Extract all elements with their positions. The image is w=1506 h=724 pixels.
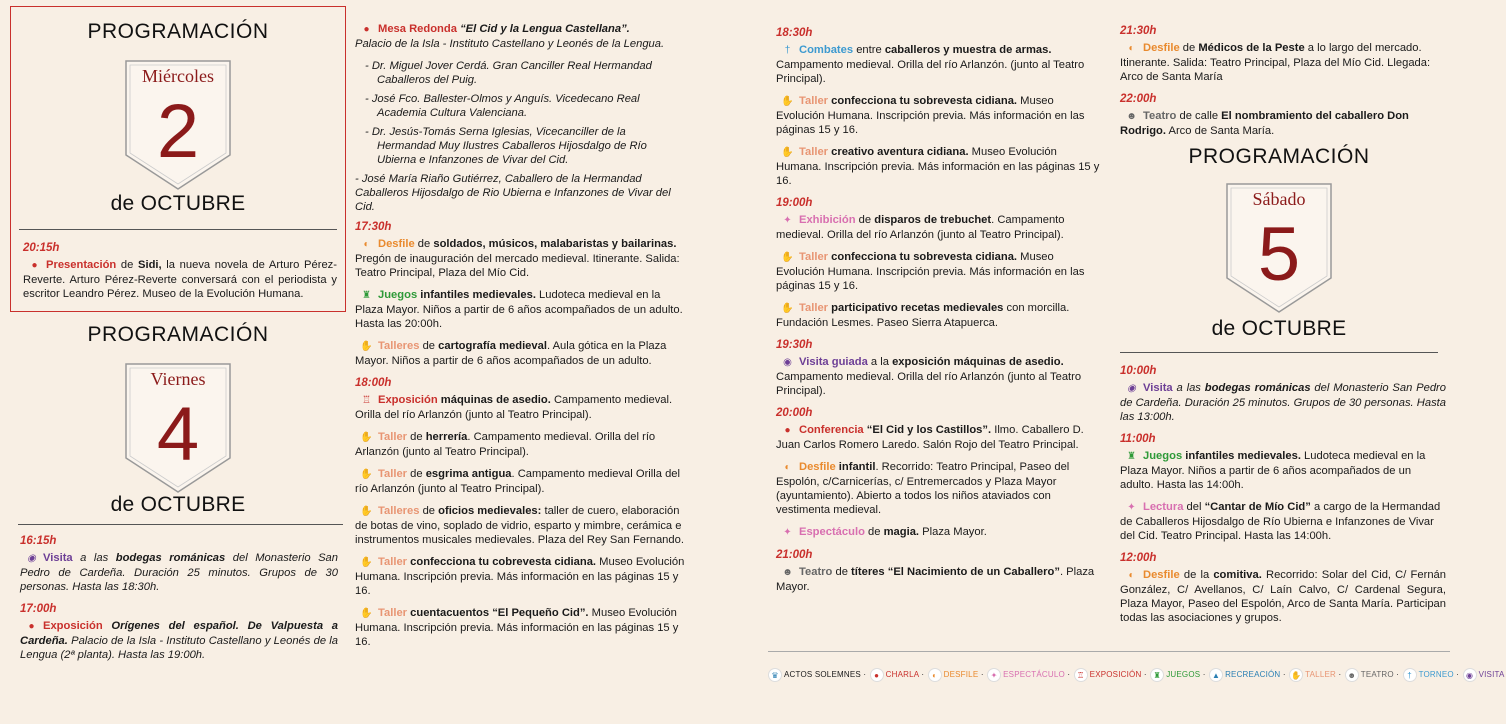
event-text: de calle: [1176, 110, 1222, 122]
eye-icon: ◉: [783, 357, 792, 368]
legend-label: EXPOSICIÓN: [1089, 670, 1142, 680]
event-title: participativo recetas medievales: [828, 302, 1004, 314]
event-text: a las: [1172, 382, 1205, 394]
time-label: 18:30h: [776, 27, 813, 39]
event-title: esgrima antigua: [425, 468, 512, 480]
mask-icon: ☻: [782, 567, 793, 578]
event-item: [355, 606, 685, 649]
panelist: - Dr. Jesús-Tomás Serna Iglesias, Vicecanciller de la Hermandad Muy Ilustres Caballeros Hijosdalgo de Río Ubierna e Infanzones de Vivar del Cid.: [365, 126, 647, 166]
hand-icon: ✋: [360, 469, 373, 480]
programacion-title: PROGRAMACIÓN: [87, 323, 269, 346]
tent-icon: ▲: [1209, 668, 1223, 682]
time-label: 17:00h: [20, 603, 57, 615]
event-text: a cargo de la Hermandad de Caballeros Hijosdalgo de Río Ubierna e Infanzones de Vivar del Cid. Teatro Principal. Hasta las 14:00h.: [1120, 501, 1441, 542]
shield-day: Miércoles: [142, 66, 214, 86]
legend-separator: ·: [1282, 670, 1286, 680]
event-category: Taller: [799, 251, 829, 263]
legend-label: TALLER: [1305, 670, 1336, 680]
legend: [768, 651, 1505, 682]
legend-item: [1209, 668, 1286, 682]
time-label: 19:00h: [776, 197, 813, 209]
event-category: Teatro: [1143, 110, 1177, 122]
event-item: [20, 619, 338, 662]
speech-bubble-icon: ●: [784, 425, 791, 436]
event-text: del Monasterio San Pedro de Cardeña. Duración 25 minutos. Grupos de 30 personas. Hasta las 18:30h.: [20, 552, 338, 593]
event-title: bodegas románicas: [1204, 382, 1311, 394]
event-category: Visita: [1143, 382, 1173, 394]
shield-number: 5: [1257, 212, 1301, 297]
hand-icon: ✋: [360, 608, 373, 619]
pawn-icon: ♜: [1127, 451, 1136, 462]
event-title: infantil: [835, 461, 876, 473]
panelist: - José María Riaño Gutiérrez, Caballero de la Hermandad Caballeros Hijosdalgo de Rio Ubierna e Infanzones de Vivar del Cid.: [355, 173, 671, 213]
event-text: Palacio de la Isla - Instituto Castellano y Leonés de la Lengua (2ª planta). Hasta las 19:00h.: [20, 635, 338, 661]
fan-icon: ◐: [1128, 570, 1135, 581]
hand-icon: ✋: [781, 252, 794, 263]
event-item: [355, 22, 685, 51]
event-item: [776, 460, 1101, 517]
event-item: [355, 555, 685, 598]
event-item: [20, 551, 338, 594]
event-item: [355, 288, 685, 331]
event-text: Museo Evolución Humana. Inscripción previa. Más información en las páginas 15 y 16.: [355, 556, 685, 597]
event-text: Palacio de la Isla - Instituto Castellano y Leonés de la Lengua.: [355, 38, 665, 50]
divider: [18, 524, 343, 525]
legend-item: [870, 668, 925, 682]
event-text: de: [864, 526, 884, 538]
event-text: de: [419, 340, 439, 352]
event-text: Plaza Mayor.: [919, 526, 987, 538]
hand-icon: ✋: [781, 303, 794, 314]
time-label: 16:15h: [20, 535, 57, 547]
friday-box: [10, 316, 346, 526]
event-item: [776, 94, 1101, 137]
event-text: . Campamento medieval Orilla del río Arlanzón (junto al Teatro Principal).: [355, 468, 681, 495]
event-text: . Campamento medieval. Orilla del río Arlanzón (junto al Teatro Principal).: [355, 431, 656, 458]
event-text: del: [1183, 501, 1205, 513]
date-shield: [122, 360, 234, 496]
fan-icon: ◐: [1128, 43, 1135, 54]
legend-label: RECREACIÓN: [1225, 670, 1281, 680]
event-text: de: [855, 214, 875, 226]
legend-label: CHARLA: [885, 670, 919, 680]
time-label: 20:00h: [776, 407, 813, 419]
event-title: confecciona tu sobrevesta cidiana.: [828, 251, 1018, 263]
speech-bubble-icon: ●: [31, 260, 38, 271]
eye-icon: ◉: [1127, 383, 1136, 394]
event-text: del Monasterio San Pedro de Cardeña. Duración 25 minutos. Grupos de 30 personas. Hasta las 13:00h.: [1120, 382, 1446, 423]
fan-icon: ◐: [928, 668, 942, 682]
legend-label: ESPECTÁCULO: [1003, 670, 1065, 680]
legend-label: ACTOS SOLEMNES: [784, 670, 861, 680]
hand-icon: ✋: [360, 432, 373, 443]
event-title: soldados, músicos, malabaristas y bailarinas.: [433, 238, 677, 250]
event-text: de: [407, 431, 426, 443]
event-item: [1120, 449, 1446, 492]
event-item: [776, 250, 1101, 293]
sword-icon: †: [1403, 668, 1417, 682]
juggle-icon: ✦: [1127, 502, 1136, 513]
event-text: a la: [867, 356, 893, 368]
panelist: - Dr. Miguel Jover Cerdá. Gran Canciller Real Hermandad Caballeros del Puig.: [365, 60, 652, 86]
divider: [19, 229, 337, 230]
castle-icon: ♖: [362, 395, 371, 406]
time-label: 19:30h: [776, 339, 813, 351]
event-text: Pregón de inauguración del mercado medieval. Itinerante. Salida: Teatro Principal, Plaza del Mío Cid.: [355, 253, 680, 279]
programacion-title: PROGRAMACIÓN: [1188, 145, 1370, 168]
event-item: [776, 43, 1101, 86]
event-category: Lectura: [1143, 501, 1184, 513]
fri-events: [20, 528, 338, 670]
legend-item: [1345, 668, 1399, 682]
event-text: Campamento medieval. Orilla del río Arlanzón (junto al Teatro Principal).: [355, 394, 673, 421]
event-item: [1120, 500, 1446, 543]
event-item: [355, 504, 685, 547]
event-text: de la: [1179, 569, 1214, 581]
event-title: confecciona tu sobrevesta cidiana.: [828, 95, 1018, 107]
column-3: [776, 26, 1101, 602]
event-category: Desfile: [378, 238, 415, 250]
event-title: Orígenes del español. De Valpuesta a Cardeña.: [20, 620, 338, 647]
speech-bubble-icon: ●: [870, 668, 884, 682]
event-category: Desfile: [1143, 42, 1180, 54]
column-4: [1120, 24, 1450, 146]
crown-icon: ♛: [768, 668, 782, 682]
programacion-title: PROGRAMACIÓN: [87, 20, 269, 43]
event-title: “Cantar de Mío Cid”: [1204, 501, 1311, 513]
event-title: creativo aventura cidiana.: [828, 146, 969, 158]
shield-day: Sábado: [1252, 189, 1306, 209]
event-category: Juegos: [1143, 450, 1183, 462]
juggle-icon: ✦: [783, 215, 792, 226]
time-label: 12:00h: [1120, 552, 1157, 564]
sat-events: [1120, 358, 1446, 633]
event-text: . Aula gótica en la Plaza Mayor. Niños a partir de 6 años acompañados de un adulto.: [355, 340, 667, 367]
time-label: 22:00h: [1120, 93, 1157, 105]
event-text: . Campamento medieval. Orilla del río Arlanzón (junto al Teatro Principal).: [776, 214, 1065, 241]
event-item: [776, 423, 1101, 452]
event-text: de: [407, 468, 426, 480]
event-text: Campamento medieval. Orilla del río Arlanzón (junto al Teatro Principal).: [776, 371, 1082, 397]
time-label: 11:00h: [1120, 433, 1156, 445]
pawn-icon: ♜: [1150, 668, 1164, 682]
event-category: Taller: [378, 556, 408, 568]
event-category: Taller: [378, 607, 408, 619]
event-text: Campamento medieval. Orilla del río Arlanzón. (junto al Teatro Principal).: [776, 59, 1085, 85]
event-text: Museo Evolución Humana. Inscripción previa. Más información en las páginas 15 y 16.: [776, 251, 1085, 292]
hand-icon: ✋: [360, 557, 373, 568]
event-category: Taller: [799, 146, 829, 158]
legend-separator: ·: [921, 670, 925, 680]
event-item: [776, 145, 1101, 188]
event-title: Sidi,: [138, 259, 162, 271]
event-title: títeres “El Nacimiento de un Caballero”: [851, 566, 1060, 578]
hand-icon: ✋: [781, 96, 794, 107]
eye-icon: ◉: [27, 553, 36, 564]
event-category: Espectáculo: [799, 526, 865, 538]
time-label: 18:00h: [355, 377, 392, 389]
event-category: Exhibición: [799, 214, 856, 226]
speech-bubble-icon: ●: [28, 621, 35, 632]
time-label: 20:15h: [23, 242, 60, 254]
event-text: . Plaza Mayor.: [776, 566, 1095, 593]
fan-icon: ◐: [784, 462, 791, 473]
event-category: Presentación: [46, 259, 117, 271]
juggle-icon: ✦: [783, 527, 792, 538]
event-title: confecciona tu cobrevesta cidiana.: [407, 556, 597, 568]
event-text: entre: [853, 44, 885, 56]
legend-item: [987, 668, 1070, 682]
legend-label: DESFILE: [943, 670, 979, 680]
legend-item: [1463, 668, 1505, 682]
legend-item: [1289, 668, 1341, 682]
legend-item: [928, 668, 984, 682]
event-text: Recorrido: Solar del Cid, C/ Fernán González, C/ Avellanos, C/ Laín Calvo, C/ Cardenal Segura, Plaza Mayor, Paseo del Espolón, Arco de Santa María. Participan todas las asociaciones y grupos.: [1120, 569, 1446, 624]
event-text: de: [419, 505, 439, 517]
event-text: la nueva novela de Arturo Pérez-Reverte. Arturo Pérez-Reverte conversará con el periodista y escritor Leandro Pérez. Museo de la Evolución Humana.: [23, 259, 337, 300]
event-text: Museo Evolución Humana. Inscripción previa. Más información en las páginas 15 y 16.: [776, 95, 1085, 136]
wed-events: [23, 235, 337, 309]
event-item: [776, 355, 1101, 398]
legend-separator: ·: [1456, 670, 1460, 680]
event-title: “El Cid y la Lengua Castellana”.: [460, 23, 630, 35]
hand-icon: ✋: [360, 506, 373, 517]
month-label: de OCTUBRE: [110, 493, 246, 516]
event-category: Visita: [43, 552, 73, 564]
event-item: [776, 301, 1101, 330]
event-title: Médicos de la Peste: [1198, 42, 1305, 54]
legend-item: [1403, 668, 1460, 682]
event-text: de: [414, 238, 434, 250]
event-title: infantiles medievales.: [417, 289, 536, 301]
event-title: caballeros y muestra de armas.: [884, 44, 1052, 56]
juggle-icon: ✦: [987, 668, 1001, 682]
event-title: oficios medievales:: [438, 505, 542, 517]
event-category: Visita guiada: [799, 356, 868, 368]
date-shield: [1223, 180, 1335, 316]
legend-label: VISITA: [1478, 670, 1505, 680]
event-text: taller de cuero, elaboración de botas de vino, soplado de vidrio, esparto y mimbre, cerámica e instrumentos musicales medievales. Plaza del Rey San Fernando.: [355, 505, 684, 546]
event-text: Ludoteca medieval en la Plaza Mayor. Niños a partir de 6 años acompañados de un adulto. Hasta las 14:00h.: [1120, 450, 1426, 491]
hand-icon: ✋: [360, 341, 373, 352]
event-category: Teatro: [799, 566, 833, 578]
event-item: [776, 213, 1101, 242]
event-title: herrería: [425, 431, 468, 443]
event-category: Conferencia: [799, 424, 864, 436]
event-text: Museo Evolución Humana. Inscripción previa. Más información en las páginas 15 y 16.: [776, 146, 1100, 187]
event-category: Juegos: [378, 289, 418, 301]
mask-icon: ☻: [1126, 111, 1137, 122]
column-2: [355, 22, 685, 657]
event-text: de: [832, 566, 852, 578]
event-title: cartografía medieval: [438, 340, 547, 352]
event-text: Ludoteca medieval en la Plaza Mayor. Niños a partir de 6 años acompañados de un adulto. Hasta las 20:00h.: [355, 289, 683, 330]
event-text: . Recorrido: Teatro Principal, Paseo del Espolón, c/Carnicerías, c/ Entremercados y Plaza Mayor (ayuntamiento). Abierto a todos los niños ataviados con vestimenta medieval.: [776, 461, 1070, 516]
legend-item: [1074, 668, 1147, 682]
wednesday-box: [10, 6, 346, 312]
event-text: de: [116, 259, 139, 271]
time-label: 21:30h: [1120, 25, 1157, 37]
event-title: bodegas románicas: [115, 552, 226, 564]
event-text: Arco de Santa María.: [1166, 125, 1275, 137]
fan-icon: ◐: [363, 239, 370, 250]
event-title: cuentacuentos “El Pequeño Cid”.: [407, 607, 589, 619]
event-title: El nombramiento del caballero Don Rodrigo.: [1120, 110, 1409, 137]
event-item: [1120, 41, 1450, 84]
event-category: Taller: [799, 95, 829, 107]
legend-separator: ·: [1338, 670, 1342, 680]
event-text: de: [1179, 42, 1199, 54]
legend-separator: ·: [1396, 670, 1400, 680]
event-category: Desfile: [1143, 569, 1180, 581]
event-category: Desfile: [799, 461, 836, 473]
legend-item: [1150, 668, 1205, 682]
event-category: Taller: [378, 431, 408, 443]
event-item: [1120, 109, 1450, 138]
month-label: de OCTUBRE: [1211, 317, 1347, 340]
event-category: Talleres: [378, 505, 420, 517]
event-title: comitiva.: [1213, 569, 1262, 581]
eye-icon: ◉: [1463, 668, 1477, 682]
legend-item: [768, 668, 866, 682]
panelist: - José Fco. Ballester-Olmos y Anguís. Vicedecano Real Academia Cultura Valenciana.: [365, 93, 640, 119]
saturday-box: [1120, 145, 1438, 354]
legend-separator: ·: [1143, 670, 1147, 680]
shield-number: 2: [156, 89, 200, 174]
event-title: máquinas de asedio.: [437, 394, 551, 406]
event-title: disparos de trebuchet: [874, 214, 992, 226]
date-shield: [122, 57, 234, 193]
event-category: Exposición: [43, 620, 103, 632]
event-category: Combates: [799, 44, 854, 56]
castle-icon: ♖: [1074, 668, 1088, 682]
mask-icon: ☻: [1345, 668, 1359, 682]
legend-separator: ·: [980, 670, 984, 680]
time-label: 21:00h: [776, 549, 813, 561]
month-label: de OCTUBRE: [110, 192, 246, 215]
event-item: [355, 393, 685, 422]
event-item: [355, 237, 685, 280]
event-title: infantiles medievales.: [1182, 450, 1301, 462]
event-item: [355, 339, 685, 368]
event-item: [23, 258, 337, 301]
legend-label: JUEGOS: [1166, 670, 1201, 680]
event-text: a las: [72, 552, 116, 564]
legend-label: TEATRO: [1360, 670, 1394, 680]
hand-icon: ✋: [781, 147, 794, 158]
time-label: 17:30h: [355, 221, 392, 233]
event-category: Talleres: [378, 340, 420, 352]
event-category: Taller: [378, 468, 408, 480]
event-text: a lo largo del mercado. Itinerante. Salida: Teatro Principal, Plaza del Mío Cid. Llegada: Arco de Santa María: [1120, 42, 1431, 83]
event-item: [355, 467, 685, 496]
event-text: Museo Evolución Humana. Inscripción previa. Más información en las páginas 15 y 16.: [355, 607, 679, 648]
event-title: magia.: [883, 526, 920, 538]
shield-number: 4: [156, 392, 200, 477]
divider: [1120, 352, 1438, 353]
speech-bubble-icon: ●: [363, 24, 370, 35]
sword-icon: †: [784, 45, 791, 56]
time-label: 10:00h: [1120, 365, 1157, 377]
event-item: [1120, 568, 1446, 625]
event-item: [776, 525, 1101, 540]
event-category: Mesa Redonda: [378, 23, 457, 35]
event-title: exposición máquinas de asedio.: [892, 356, 1064, 368]
legend-separator: ·: [863, 670, 867, 680]
event-text: con morcilla. Fundación Lesmes. Paseo Sierra Atapuerca.: [776, 302, 1070, 329]
event-text: Ilmo. Caballero D. Juan Carlos Romero Laredo. Salón Rojo del Teatro Principal.: [776, 424, 1084, 451]
event-title: “El Cid y los Castillos”.: [863, 424, 992, 436]
event-category: Exposición: [378, 394, 438, 406]
hand-icon: ✋: [1289, 668, 1303, 682]
event-item: [1120, 381, 1446, 424]
event-category: Taller: [799, 302, 829, 314]
legend-separator: ·: [1202, 670, 1206, 680]
legend-label: TORNEO: [1418, 670, 1454, 680]
event-item: [355, 430, 685, 459]
event-item: [776, 565, 1101, 594]
pawn-icon: ♜: [362, 290, 371, 301]
shield-day: Viernes: [150, 369, 206, 389]
legend-separator: ·: [1067, 670, 1071, 680]
